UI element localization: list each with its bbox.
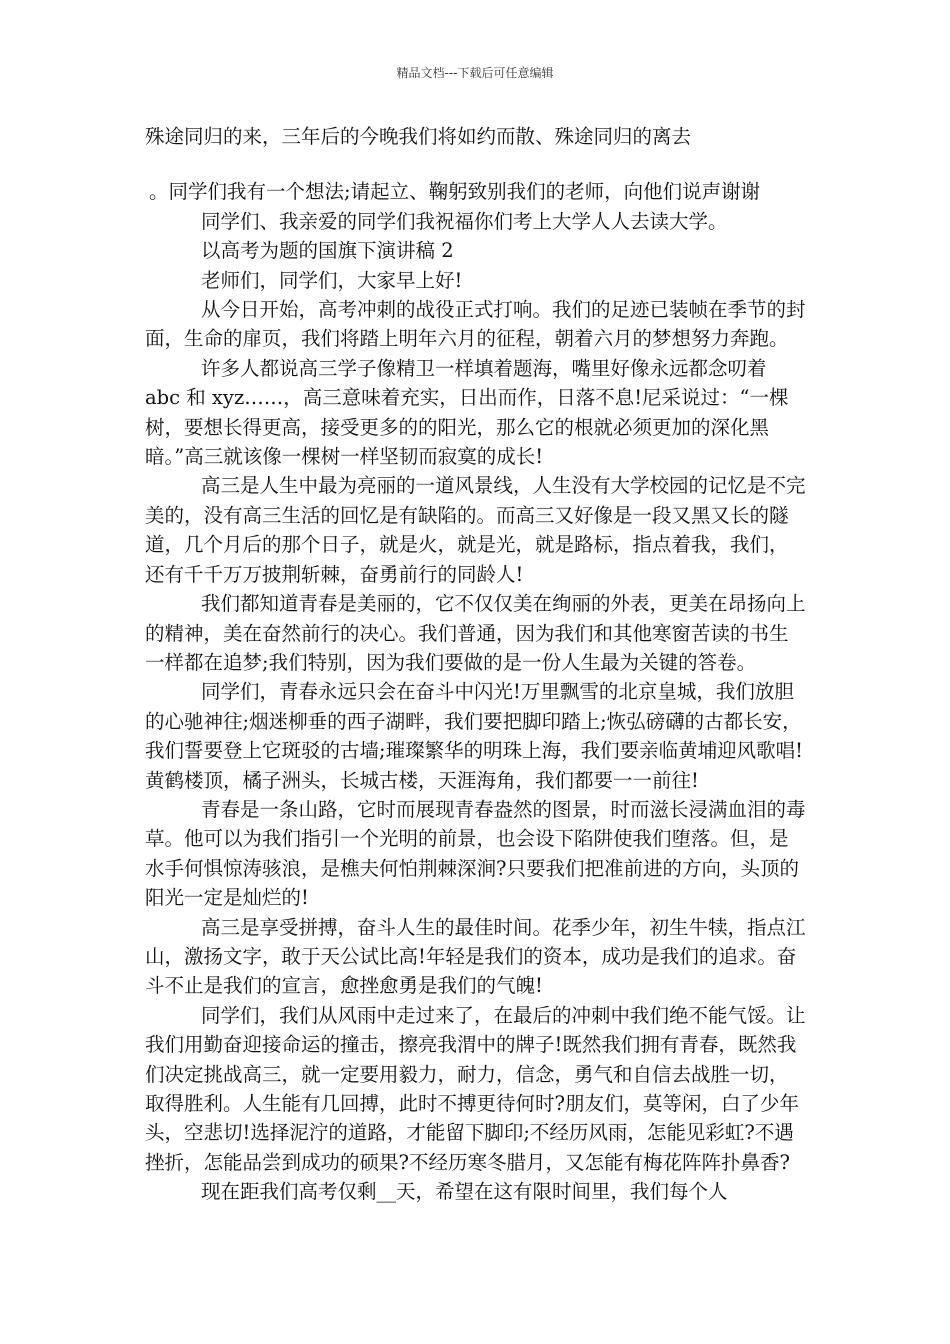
speech-title: 以高考为题的国旗下演讲稿 2	[201, 239, 454, 263]
paragraph-8: 高三是人生中最为亮丽的一道风景线，人生没有大学校园的记忆是不完美的，没有高三生活的回忆是有缺陷的。而高三又好像是一段又黑又长的隧道，几个月后的那个日子，就是火，就是光，就是路标，指点着我，我们，还有千千万万披荆斩棘，奋勇前行的同龄人!	[145, 474, 806, 586]
paragraph-3: 同学们、我亲爱的同学们我祝福你们考上大学人人去读大学。	[201, 209, 728, 233]
paragraph-10: 同学们，青春永远只会在奋斗中闪光!万里飘雪的北京皇城，我们放胆的心驰神往;烟迷柳垂的西子湖畔，我们要把脚印踏上;恢弘磅礴的古都长安，我们誓要登上它斑驳的古墙;璀璨繁华的明珠上海，我们要亲临黄埔迎风歌唱!黄鹤楼顶，橘子洲头，长城古楼，天涯海角，我们都要一一前往!	[145, 680, 803, 792]
paragraph-1: 殊途同归的来，三年后的今晚我们将如约而散、殊途同归的离去	[145, 125, 692, 148]
greeting: 老师们，同学们，大家早上好!	[201, 268, 463, 292]
paragraph-2: 。同学们我有一个想法;请起立、鞠躬致别我们的老师，向他们说声谢谢	[149, 180, 761, 204]
paragraph-12: 高三是享受拼搏，奋斗人生的最佳时间。花季少年，初生牛犊，指点江山，激扬文字，敢于天公试比高!年轻是我们的资本，成功是我们的追求。奋斗不止是我们的宣言，愈挫愈勇是我们的气魄!	[145, 915, 806, 998]
paragraph-13: 同学们，我们从风雨中走过来了，在最后的冲刺中我们绝不能气馁。让我们用勤奋迎接命运的撞击，擦亮我渭中的牌子!既然我们拥有青春，既然我们决定挑战高三，就一定要用毅力，耐力，信念，勇气和自信去战胜一切，取得胜利。人生能有几回搏，此时不搏更待何时?朋友们，莫等闲，白了少年头，空悲切!选择泥泞的道路，才能留下脚印;不经历风雨，怎能见彩虹?不遇挫折，怎能品尝到成功的硕果?不经历寒冬腊月，又怎能有梅花阵阵扑鼻香?	[145, 1003, 806, 1174]
paragraph-9: 我们都知道青春是美丽的，它不仅仅美在绚丽的外表，更美在昂扬向上的精神，美在奋然前行的决心。我们普通，因为我们和其他寒窗苦读的书生一样都在追梦;我们特别，因为我们要做的是一份人生最为关键的答卷。	[145, 592, 806, 674]
paragraph-14: 现在距我们高考仅剩__天，希望在这有限时间里，我们每个人	[201, 1180, 728, 1204]
paragraph-6: 从今日开始，高考冲刺的战役正式打响。我们的足迹已装帧在季节的封面，生命的扉页，我们将踏上明年六月的征程，朝着六月的梦想努力奔跑。	[145, 298, 806, 351]
paragraph-11: 青春是一条山路，它时而展现青春盎然的图景，时而滋长浸满血泪的毒草。他可以为我们指引一个光明的前景，也会设下陷阱使我们堕落。但，是水手何惧惊涛骇浪，是樵夫何怕荆棘深涧?只要我们把准前进的方向，头顶的阳光一定是灿烂的!	[145, 797, 806, 910]
page-header: 精品文档---下载后可任意编辑	[396, 66, 554, 80]
document-body	[145, 122, 807, 1207]
paragraph-7: 许多人都说高三学子像精卫一样填着题海，嘴里好像永远都念叨着 abc 和 xyz……，高三意味着充实，日出而作，日落不息!尼采说过：“一棵树，要想长得更高，接受更多的的阳光，那么它的根就必须更加的深化黑暗。”高三就该像一棵树一样坚韧而寂寞的成长!	[145, 356, 789, 469]
